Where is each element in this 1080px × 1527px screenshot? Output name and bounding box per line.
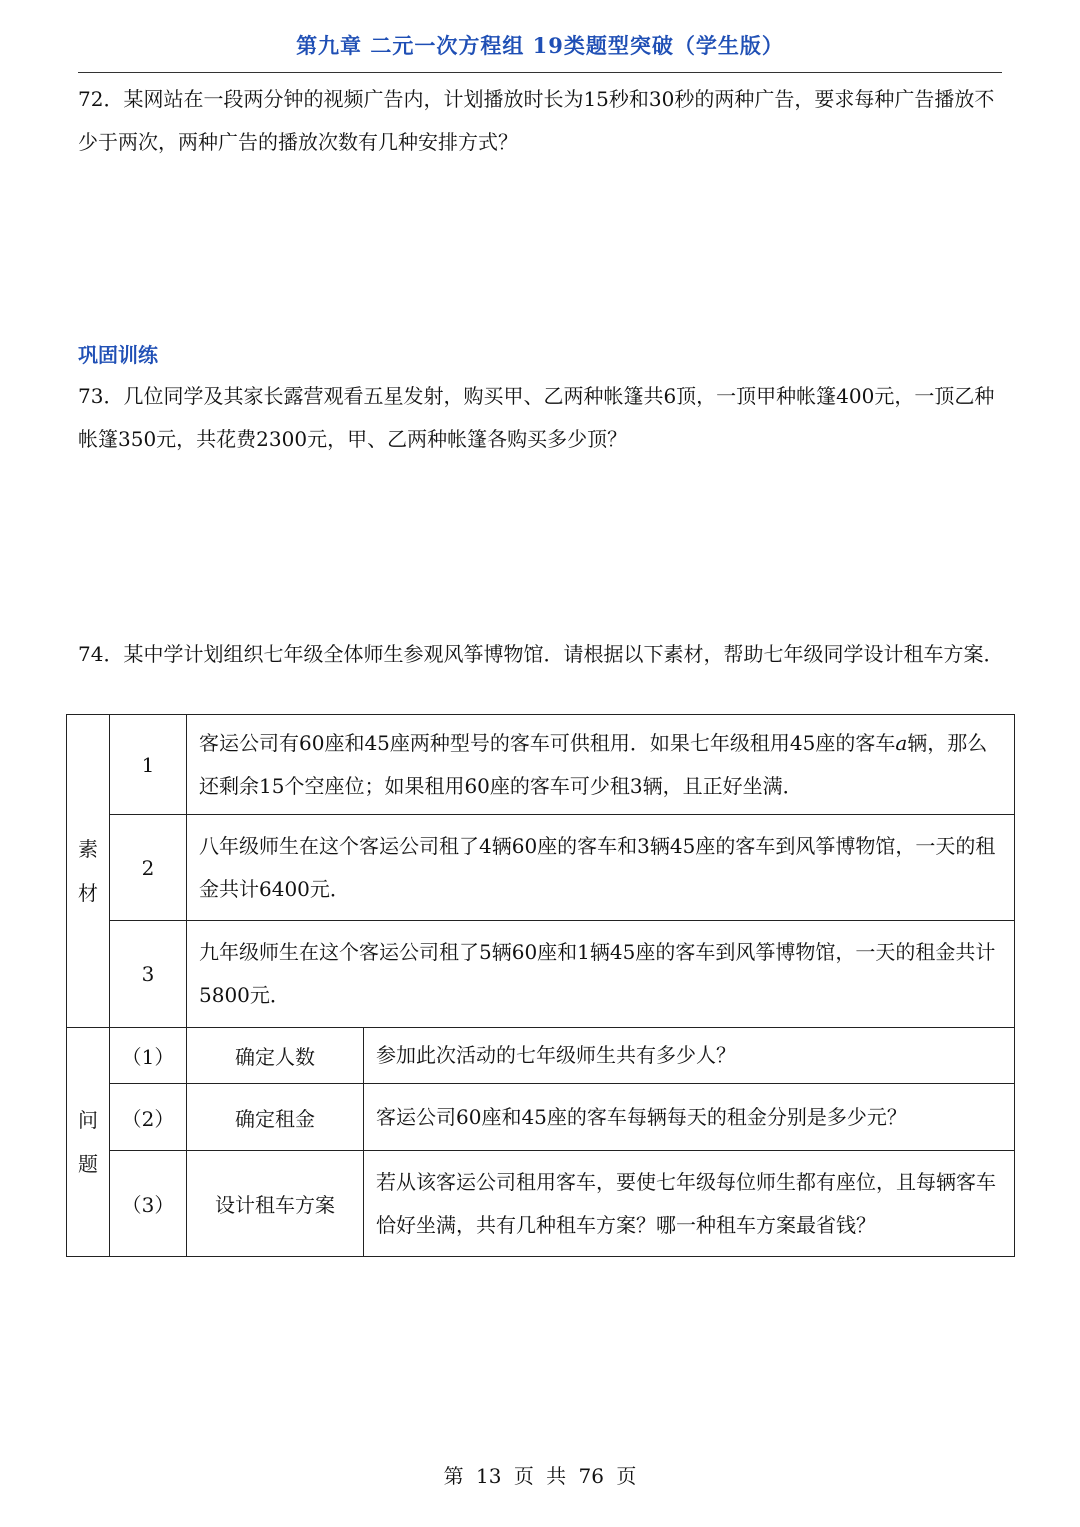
table-row [67, 1151, 1015, 1257]
material-text: 九年级师生在这个客运公司租了5辆60座和1辆45座的客车到风筝博物馆，一天的租金共计5800元． [187, 921, 1015, 1028]
material-text: 八年级师生在这个客运公司租了4辆60座的客车和3辆45座的客车到风筝博物馆，一天的租金共计6400元． [187, 815, 1015, 921]
material-text-part: 客运公司有60座和45座两种型号的客车可供租用．如果七年级租用45座的客车 [199, 730, 896, 755]
page-footer: 第 13 页 共 76 页 [443, 1464, 637, 1488]
material-text [187, 715, 1015, 815]
materials-problems-table [66, 714, 1015, 1257]
header-divider [78, 72, 1002, 73]
problems-label-cell [67, 1028, 110, 1257]
question-74: 74．某中学计划组织七年级全体师生参观风筝博物馆．请根据以下素材，帮助七年级同学设计租车方案． [78, 642, 1004, 666]
material-number: 1 [110, 715, 187, 815]
problem-number: （2） [110, 1084, 187, 1151]
material-number: 3 [110, 921, 187, 1028]
problem-text: 客运公司60座和45座的客车每辆每天的租金分别是多少元？ [364, 1084, 1015, 1151]
problems-label: 问题 [78, 1108, 98, 1176]
table-row [67, 1028, 1015, 1084]
problem-number: （3） [110, 1151, 187, 1257]
table-row [67, 1084, 1015, 1151]
materials-label-cell [67, 715, 110, 1028]
problem-label: 确定租金 [187, 1084, 364, 1151]
problem-text: 若从该客运公司租用客车，要使七年级每位师生都有座位，且每辆客车恰好坐满，共有几种租车方案？哪一种租车方案最省钱？ [364, 1151, 1015, 1257]
question-72: 72．某网站在一段两分钟的视频广告内，计划播放时长为15秒和30秒的两种广告，要求每种广告播放不少于两次，两种广告的播放次数有几种安排方式？ [78, 87, 995, 154]
variable-a: a [895, 730, 908, 755]
table-row [67, 921, 1015, 1028]
problem-label: 设计租车方案 [187, 1151, 364, 1257]
table-row [67, 715, 1015, 815]
table-row [67, 815, 1015, 921]
material-text-part: 辆，那么还剩余15个空座位；如果租用60座的客车可少租3辆，且正好坐满． [199, 730, 988, 798]
problem-number: （1） [110, 1028, 187, 1084]
section-heading: 巩固训练 [78, 343, 158, 367]
materials-label: 素材 [78, 837, 98, 905]
problem-text: 参加此次活动的七年级师生共有多少人？ [364, 1028, 1015, 1084]
question-73: 73．几位同学及其家长露营观看五星发射，购买甲、乙两种帐篷共6顶，一顶甲种帐篷400元，一顶乙种帐篷350元，共花费2300元，甲、乙两种帐篷各购买多少顶？ [78, 384, 995, 451]
document-header-title: 第九章 二元一次方程组 19类题型突破（学生版） [296, 33, 784, 58]
problem-label: 确定人数 [187, 1028, 364, 1084]
material-number: 2 [110, 815, 187, 921]
